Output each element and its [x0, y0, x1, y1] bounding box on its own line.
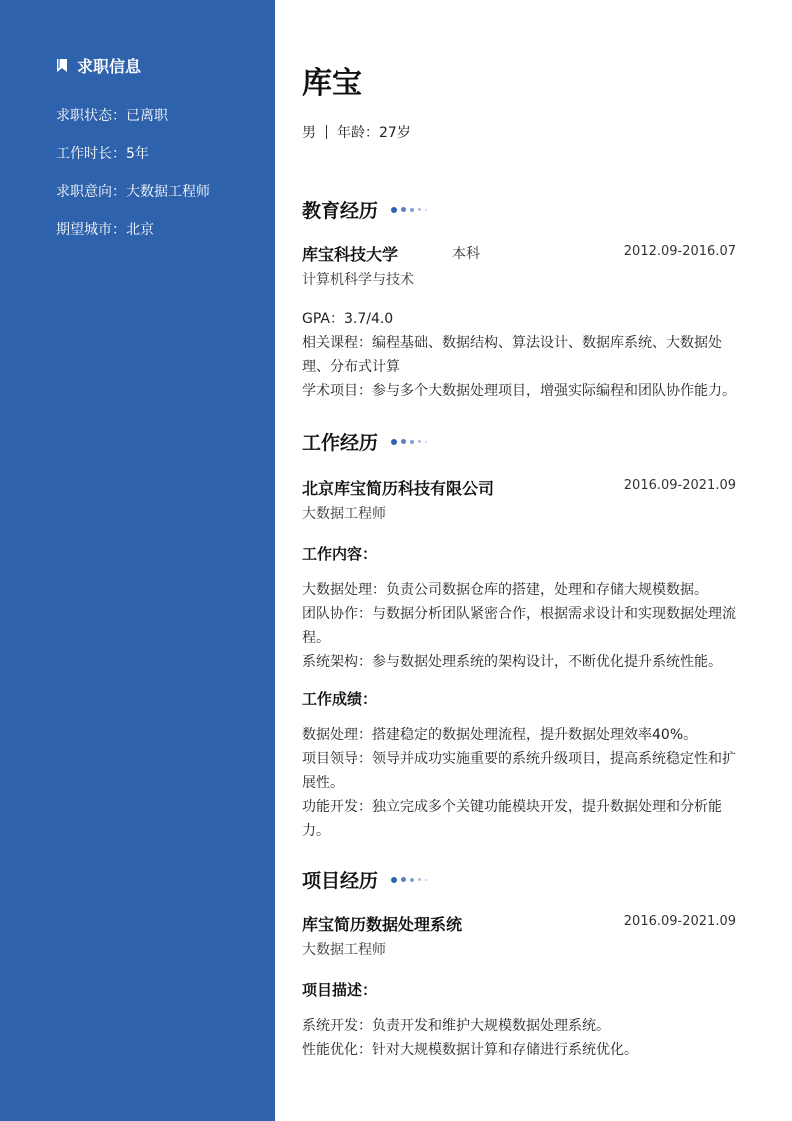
work-content [302, 578, 738, 674]
age: 年龄：27岁 [337, 125, 411, 141]
project-title: 项目经历 [302, 870, 379, 892]
work-date: 2016.09-2021.09 [623, 478, 736, 493]
work-achievements-title: 工作成绩： [302, 690, 378, 708]
project-date: 2016.09-2021.09 [623, 914, 736, 929]
work-achievements [302, 723, 738, 843]
content-item: 团队协作：与数据分析团队紧密合作，根据需求设计和实现数据处理流程。 [302, 606, 736, 646]
basic-info [302, 122, 411, 142]
achievement-item: 数据处理：搭建稳定的数据处理流程，提升数据处理效率40%。 [302, 727, 698, 743]
education-entry [302, 242, 738, 403]
work-content-title: 工作内容： [302, 545, 378, 563]
divider [326, 125, 327, 139]
desc-item: 系统开发：负责开发和维护大规模数据处理系统。 [302, 1018, 610, 1034]
sidebar-title [56, 54, 141, 77]
project-desc [302, 1014, 738, 1062]
bookmark-icon [56, 58, 68, 73]
project-heading [302, 866, 431, 893]
education-details [302, 307, 738, 403]
content-item: 系统架构：参与数据处理系统的架构设计，不断优化提升系统性能。 [302, 654, 722, 670]
job-status: 求职状态：已离职 [56, 108, 168, 124]
project-name: 库宝简历数据处理系统 [302, 915, 463, 934]
dots-decoration [391, 439, 431, 445]
education-date: 2012.09-2016.07 [623, 244, 736, 259]
achievement-item: 功能开发：独立完成多个关键功能模块开发，提升数据处理和分析能力。 [302, 799, 722, 839]
academic-project: 学术项目：参与多个大数据处理项目，增强实际编程和团队协作能力。 [302, 383, 736, 399]
work-heading [302, 428, 431, 455]
sidebar-title-text: 求职信息 [77, 57, 142, 76]
candidate-name: 库宝 [302, 66, 362, 101]
education-title: 教育经历 [302, 200, 379, 222]
project-role: 大数据工程师 [302, 942, 386, 958]
gender: 男 [302, 125, 316, 141]
school-name: 库宝科技大学 [302, 245, 399, 264]
dots-decoration [391, 207, 431, 213]
achievement-item: 项目领导：领导并成功实施重要的系统升级项目，提高系统稳定性和扩展性。 [302, 751, 736, 791]
courses: 相关课程：编程基础、数据结构、算法设计、数据库系统、大数据处理、分布式计算 [302, 335, 722, 375]
degree: 本科 [452, 246, 480, 262]
dots-decoration [391, 877, 431, 883]
work-role: 大数据工程师 [302, 506, 386, 522]
work-title: 工作经历 [302, 432, 379, 454]
expected-city: 期望城市：北京 [56, 222, 154, 238]
job-intention: 求职意向：大数据工程师 [56, 184, 210, 200]
project-desc-title: 项目描述： [302, 981, 378, 999]
job-info-list [56, 106, 210, 258]
project-entry [302, 912, 738, 1062]
work-duration: 工作时长：5年 [56, 146, 149, 162]
content-item: 大数据处理：负责公司数据仓库的搭建，处理和存储大规模数据。 [302, 582, 708, 598]
gpa: GPA：3.7/4.0 [302, 311, 394, 327]
desc-item: 性能优化：针对大规模数据计算和存储进行系统优化。 [302, 1042, 638, 1058]
company-name: 北京库宝简历科技有限公司 [302, 479, 495, 498]
major: 计算机科学与技术 [302, 272, 414, 288]
education-heading [302, 196, 431, 223]
sidebar [0, 0, 275, 1121]
work-entry [302, 476, 738, 843]
